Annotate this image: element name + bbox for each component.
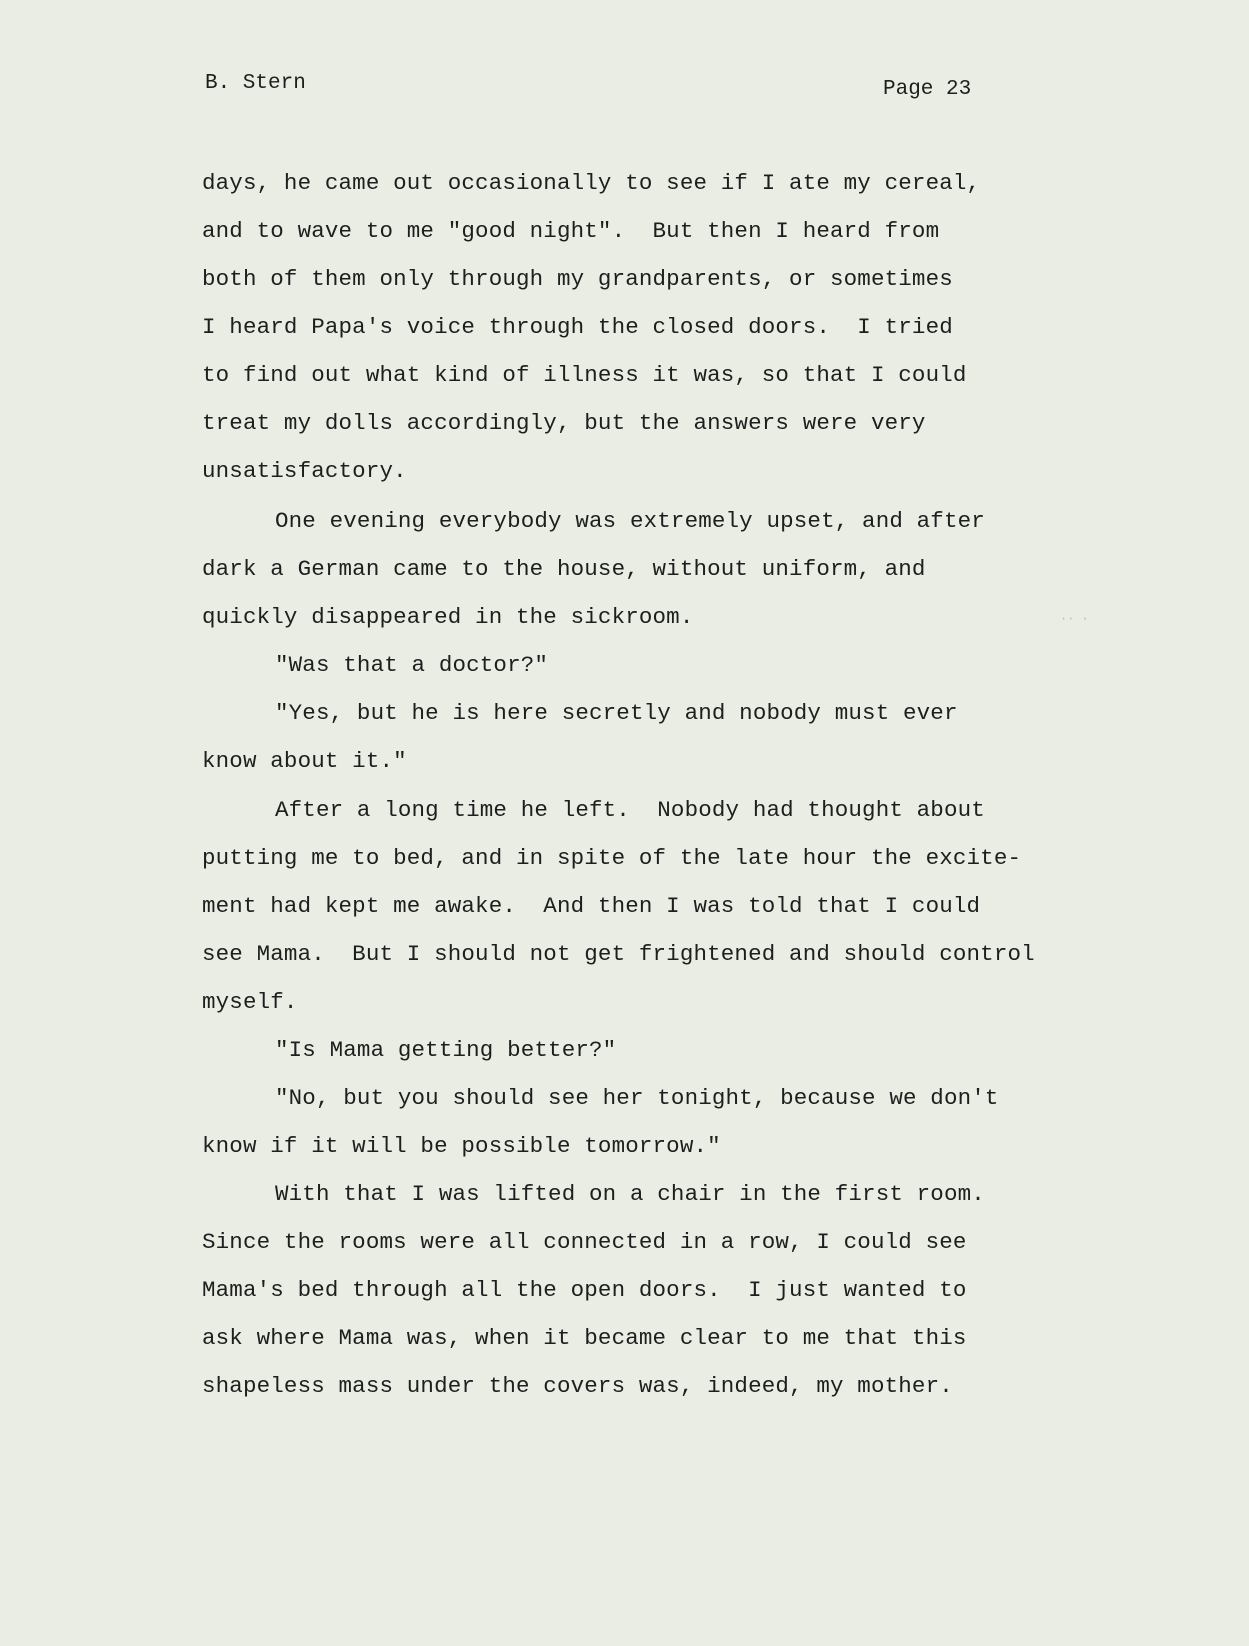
text-line: shapeless mass under the covers was, indeed, my mother. bbox=[202, 1373, 953, 1399]
text-line: see Mama. But I should not get frightened and should control bbox=[202, 941, 1035, 967]
paragraph-start: One evening everybody was extremely upset, and after bbox=[275, 508, 985, 534]
dialogue-line: "Yes, but he is here secretly and nobody must ever bbox=[275, 700, 958, 726]
dialogue-line: "No, but you should see her tonight, because we don't bbox=[275, 1085, 999, 1111]
dialogue-line: "Was that a doctor?" bbox=[275, 652, 549, 678]
text-line: both of them only through my grandparents, or sometimes bbox=[202, 266, 953, 292]
text-line: treat my dolls accordingly, but the answers were very bbox=[202, 410, 926, 436]
text-line: days, he came out occasionally to see if I ate my cereal, bbox=[202, 170, 981, 196]
author-header: B. Stern bbox=[205, 72, 306, 95]
paper-speck: ·· · bbox=[1060, 612, 1089, 626]
paragraph-start: After a long time he left. Nobody had thought about bbox=[275, 797, 985, 823]
text-line: know about it." bbox=[202, 748, 407, 774]
dialogue-line: "Is Mama getting better?" bbox=[275, 1037, 617, 1063]
text-line: ment had kept me awake. And then I was told that I could bbox=[202, 893, 981, 919]
text-line: know if it will be possible tomorrow." bbox=[202, 1133, 721, 1159]
paragraph-start: With that I was lifted on a chair in the first room. bbox=[275, 1181, 985, 1207]
text-line: Mama's bed through all the open doors. I just wanted to bbox=[202, 1277, 967, 1303]
text-line: unsatisfactory. bbox=[202, 458, 407, 484]
text-line: myself. bbox=[202, 989, 298, 1015]
text-line: ask where Mama was, when it became clear to me that this bbox=[202, 1325, 967, 1351]
text-line: quickly disappeared in the sickroom. bbox=[202, 604, 694, 630]
text-line: dark a German came to the house, without uniform, and bbox=[202, 556, 926, 582]
text-line: putting me to bed, and in spite of the late hour the excite- bbox=[202, 845, 1022, 871]
text-line: to find out what kind of illness it was, so that I could bbox=[202, 362, 967, 388]
page-number: Page 23 bbox=[883, 78, 972, 101]
text-line: and to wave to me "good night". But then I heard from bbox=[202, 218, 940, 244]
text-line: I heard Papa's voice through the closed doors. I tried bbox=[202, 314, 953, 340]
text-line: Since the rooms were all connected in a row, I could see bbox=[202, 1229, 967, 1255]
